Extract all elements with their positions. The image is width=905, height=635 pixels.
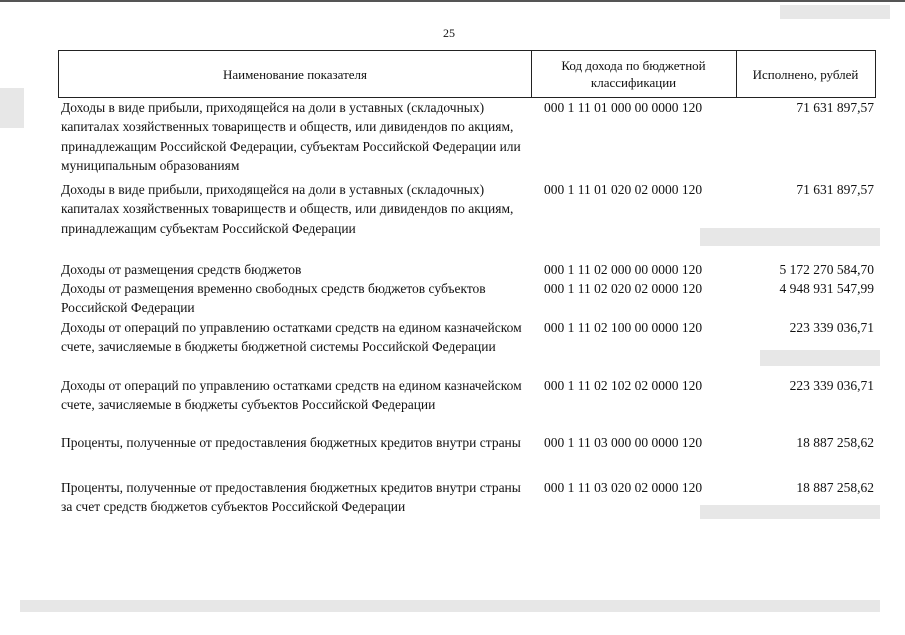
scan-noise [700, 505, 880, 519]
row-name: Доходы от размещения средств бюджетов [61, 262, 302, 277]
row-amount: 18 887 258,62 [796, 435, 874, 450]
row-amount: 71 631 897,57 [796, 182, 874, 197]
row-name: Доходы от размещения временно свободных средств бюджетов субъектов Российской Федерации [61, 281, 486, 316]
row-name: Доходы от операций по управлению остатками средств на едином казначейском счете, зачисляемые в бюджеты бюджетной системы Российской Федерации [61, 320, 522, 355]
scan-noise [760, 350, 880, 366]
row-code: 000 1 11 01 000 00 0000 120 [544, 100, 703, 115]
scan-noise [780, 5, 890, 19]
row-name: Проценты, полученные от предоставления бюджетных кредитов внутри страны [61, 435, 521, 450]
row-name: Доходы в виде прибыли, приходящейся на доли в уставных (складочных) капиталах хозяйственных товариществ и обществ, или дивидендов по акциям, принадлежащим субъектам Российской Федерации [61, 182, 514, 236]
table-header [58, 50, 876, 98]
row-amount: 71 631 897,57 [796, 100, 874, 115]
row-amount: 223 339 036,71 [789, 378, 874, 393]
row-amount: 4 948 931 547,99 [779, 281, 874, 296]
scan-noise [0, 88, 24, 128]
row-code: 000 1 11 02 102 02 0000 120 [544, 378, 703, 393]
revenue-table [58, 50, 876, 515]
page-number: 25 [443, 26, 455, 40]
row-name: Проценты, полученные от предоставления бюджетных кредитов внутри страны за счет средств бюджетов субъектов Российской Федерации [61, 480, 521, 515]
row-code: 000 1 11 01 020 02 0000 120 [544, 182, 703, 197]
header-code: Код дохода по бюджетной классификации [531, 51, 737, 97]
row-code: 000 1 11 03 000 00 0000 120 [544, 435, 703, 450]
scan-noise [700, 228, 880, 246]
row-name: Доходы в виде прибыли, приходящейся на доли в уставных (складочных) капиталах хозяйственных товариществ и обществ, или дивидендов по акциям, принадлежащим Российской Федерации, субъектам Российской Федерации или муниципальным образованиям [61, 100, 521, 173]
row-code: 000 1 11 02 020 02 0000 120 [544, 281, 703, 296]
row-amount: 18 887 258,62 [796, 480, 874, 495]
row-code: 000 1 11 02 100 00 0000 120 [544, 320, 703, 335]
page-top-border [0, 0, 905, 2]
row-code: 000 1 11 02 000 00 0000 120 [544, 262, 703, 277]
row-amount: 5 172 270 584,70 [779, 262, 874, 277]
header-name: Наименование показателя [59, 51, 532, 97]
row-name: Доходы от операций по управлению остатками средств на едином казначейском счете, зачисляемые в бюджеты субъектов Российской Федерации [61, 378, 522, 413]
header-amount: Исполнено, рублей [752, 66, 859, 82]
row-code: 000 1 11 03 020 02 0000 120 [544, 480, 703, 495]
scan-noise [20, 600, 880, 612]
row-amount: 223 339 036,71 [789, 320, 874, 335]
